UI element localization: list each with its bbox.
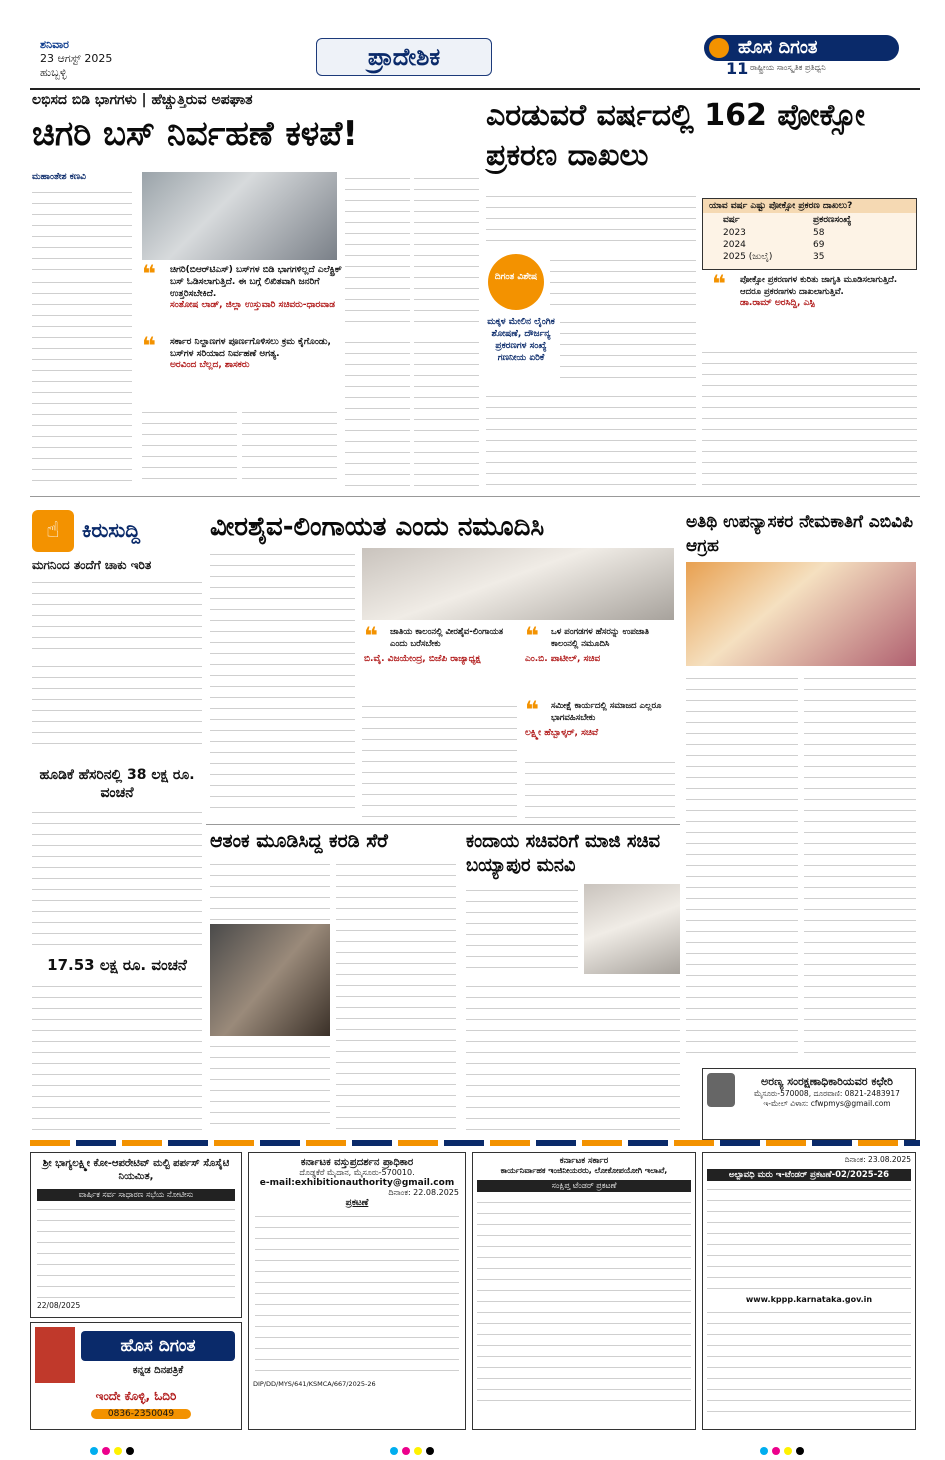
kiru-text-1 [32, 576, 202, 656]
newspaper-thumbnail [35, 1327, 75, 1383]
print-registration-marks [390, 1440, 438, 1459]
exhibition-notice-date: ದಿನಾಂಕ: 22.08.2025 [388, 1188, 459, 1197]
table-row [703, 239, 916, 251]
quote-mark-icon: ❝ [142, 332, 157, 360]
kiru-headline-2: ಹೂಡಿಕೆ ಹೆಸರಿನಲ್ಲಿ 38 ಲಕ್ಷ ರೂ. ವಂಚನೆ [39, 767, 195, 801]
forest-office-address: ಮೈಸೂರು-570008, ದೂರವಾಣಿ: 0821-2483917 [754, 1089, 900, 1098]
table-cell: 2024 [723, 240, 746, 250]
logo-tagline: ರಾಷ್ಟ್ರೀಯ ಸಾಂಸ್ಕೃತಿಕ ಪ್ರತಿಧ್ವನಿ [750, 63, 826, 72]
paper-logo [690, 30, 915, 86]
pwd-tender-notice: ಸಂಕ್ಷಿಪ್ತ ಟೆಂಡರ್ ಪ್ರಕಟಣೆ [477, 1180, 691, 1192]
story1-quote1-block [142, 260, 342, 310]
kiru-text-2 [32, 806, 202, 946]
story1-quote2-block [142, 332, 342, 370]
story2-quote: ಪೋಕ್ಸೋ ಪ್ರಕರಣಗಳ ಕುರಿತು ಜಾಗೃತಿ ಮೂಡಿಸಲಾಗುತ್ತಿದೆ. ಆದರೂ ಪ್ರಕರಣಗಳು ದಾಖಲಾಗುತ್ತಿವೆ. [740, 275, 898, 297]
kiru-headline-3: 17.53 ಲಕ್ಷ ರೂ. ವಂಚನೆ [47, 956, 187, 974]
story1-headline: ಚಿಗರಿ ಬಸ್ ನಿರ್ವಹಣೆ ಕಳಪೆ! [32, 114, 358, 154]
masthead-dateline [40, 38, 190, 80]
society-notice-title: ವಾರ್ಷಿಕ ಸರ್ವ ಸಾಧಾರಣ ಸಭೆಯ ನೋಟೀಸು [37, 1189, 235, 1201]
city-label: ಹುಬ್ಬಳ್ಳಿ [40, 66, 67, 79]
story1-text-col2b [142, 406, 237, 486]
table-row [703, 251, 916, 263]
story3-quote3-block [525, 696, 675, 738]
story2-text-b [560, 316, 696, 386]
emblem-icon [707, 1073, 735, 1107]
story1-quote1-by: ಸಂತೋಷ ಲಾಡ್, ಜಿಲ್ಲಾ ಉಸ್ತುವಾರಿ ಸಚಿವರು-ಧಾರವಾಡ [170, 300, 335, 310]
hand-icon: ☝ [32, 510, 74, 552]
story1-text-col1b [32, 276, 132, 486]
forest-tender-ad [702, 1152, 916, 1430]
story4-headline: ಅತಿಥಿ ಉಪನ್ಯಾಸಕರ ನೇಮಕಾತಿಗೆ ಎಬಿವಿಪಿ ಆಗ್ರಹ [686, 512, 913, 556]
exhibition-authority-title: ಕರ್ನಾಟಕ ವಸ್ತುಪ್ರದರ್ಶನ ಪ್ರಾಧಿಕಾರ [300, 1157, 414, 1168]
story1-text-col3 [345, 172, 410, 332]
pwd-tender-body [477, 1196, 691, 1402]
header-rule [30, 88, 920, 90]
story1-text-col1 [32, 186, 132, 272]
pwd-title: ಕರ್ನಾಟಕ ಸರ್ಕಾರ [559, 1156, 609, 1166]
pocso-table [702, 198, 917, 270]
pocso-table-title: ಯಾವ ವರ್ಷ ಎಷ್ಟು ಪೋಕ್ಸೋ ಪ್ರಕರಣ ದಾಖಲು? [703, 199, 916, 213]
table-header-count: ಪ್ರಕರಣಸಂಖ್ಯೆ [813, 215, 852, 225]
forest-tender-body-2 [707, 1306, 911, 1412]
story4-text-col2 [804, 672, 916, 1062]
story3-headline: ವೀರಶೈವ-ಲಿಂಗಾಯತ ಎಂದು ನಮೂದಿಸಿ [210, 512, 545, 542]
date-label: 23 ಆಗಸ್ಟ್ 2025 [40, 52, 113, 65]
story1-text-col3b [345, 336, 410, 486]
ad-paper-logo: ಹೊಸ ದಿಗಂತ [81, 1331, 235, 1361]
story2-text-a [550, 254, 696, 310]
forest-office-title: ಅರಣ್ಯ ಸಂರಕ್ಷಣಾಧಿಕಾರಿಯವರ ಕಛೇರಿ [761, 1075, 893, 1088]
story3-quote2-by: ಎಂ.ಬಿ. ಪಾಟೀಲ್, ಸಚಿವ [525, 654, 601, 664]
divider-stripe [30, 1140, 920, 1146]
story3-quote1-block [364, 622, 514, 664]
day-label: ಶನಿವಾರ [40, 38, 69, 51]
story2-text-c [486, 390, 696, 486]
table-cell: 2025 (ಜುಲೈ) [723, 252, 773, 262]
story1-text-col4 [414, 172, 479, 332]
table-cell: 2023 [723, 228, 746, 238]
story3-text-col1 [210, 548, 355, 818]
story3-quote1-by: ಬಿ.ವೈ. ವಿಜಯೇಂದ್ರ, ಬಿಜೆಪಿ ರಾಜ್ಯಾಧ್ಯಕ್ಷ [364, 654, 481, 664]
story1-photo [142, 172, 337, 260]
story2-side-quote: ಮಕ್ಕಳ ಮೇಲಿನ ಲೈಂಗಿಕ ಶೋಷಣೆ, ದೌರ್ಜನ್ಯ ಪ್ರಕರಣಗಳ ಸಂಖ್ಯೆ ಗಣನೀಯ ಏರಿಕೆ [487, 317, 555, 363]
society-notice-body [37, 1203, 235, 1299]
story5-text-col1b [210, 1040, 330, 1130]
pocso-table-head [703, 213, 916, 227]
table-cell: 58 [813, 228, 825, 238]
story2-quote-block [712, 270, 917, 308]
forest-office-email: ಇ-ಮೇಲ್ ವಿಳಾಸ: cfwpmys@gmail.com [763, 1099, 891, 1108]
story5-photo-bear [210, 924, 330, 1036]
quote-mark-icon: ❝ [142, 260, 157, 288]
forest-office-ad-header [702, 1068, 916, 1140]
exhibition-notice-title: ಪ್ರಕಟಣೆ [345, 1198, 369, 1208]
quote-mark-icon: ❝ [525, 696, 540, 724]
ad-paper-sub: ಕನ್ನಡ ದಿನಪತ್ರಿಕೆ [132, 1365, 184, 1376]
society-notice-ad [30, 1152, 242, 1318]
paper-subscription-ad [30, 1322, 242, 1430]
story1-text-col2c [242, 406, 337, 486]
kiru-text-1b [32, 660, 202, 750]
kiru-text-3 [32, 980, 202, 1130]
forest-tender-body [707, 1183, 911, 1293]
ad-paper-slogan: ಇಂದೇ ಕೊಳ್ಳಿ, ಓದಿರಿ [95, 1389, 177, 1403]
story3-text-col2 [362, 700, 517, 818]
logo-text: ಹೊಸ ದಿಗಂತ [704, 35, 899, 61]
section-rule [30, 496, 920, 497]
story1-quote2-by: ಅರವಿಂದ ಬೆಲ್ಲದ, ಶಾಸಕರು [170, 360, 250, 370]
story2-quote-by: ಡಾ.ರಾಮ್ ಅರಸಿದ್ದಿ, ಎಸ್ಪಿ [740, 298, 815, 308]
story5-text-col1 [210, 858, 330, 920]
kiru-suddi-title: ಕಿರುಸುದ್ದಿ [82, 518, 141, 542]
quote-mark-icon: ❝ [525, 622, 540, 650]
forest-tender-url: www.kppp.karnataka.gov.in [745, 1295, 873, 1304]
page-number: 11 [726, 59, 749, 78]
story3-quote2-block [525, 622, 675, 664]
story6-text-col1 [466, 884, 578, 974]
kiru-headline-1: ಮಗನಿಂದ ತಂದೆಗೆ ಚಾಕು ಇರಿತ [32, 558, 152, 572]
exhibition-authority-address: ದೊಡ್ಡಕೆರೆ ಮೈದಾನ, ಮೈಸೂರು-570010. [299, 1168, 415, 1177]
digant-special-badge: ದಿಗಂತ ವಿಶೇಷ [488, 254, 544, 310]
story3-quote2: ಒಳ ಪಂಗಡಗಳ ಹೆಸರನ್ನು ಉಪಜಾತಿ ಕಾಲಂನಲ್ಲಿ ನಮೂದಿಸಿ [551, 627, 650, 649]
exhibition-authority-ad [248, 1152, 466, 1430]
pwd-tender-ad [472, 1152, 696, 1430]
table-cell: 35 [813, 252, 825, 262]
story3-photo [362, 548, 674, 620]
quote-mark-icon: ❝ [364, 622, 379, 650]
pwd-office: ಕಾರ್ಯನಿರ್ವಾಹಕ ಇಂಜಿನೀಯರರು, ಲೋಕೋಪಯೋಗಿ ಇಲಾಖೆ, [500, 1166, 668, 1175]
forest-tender-title: ಅಲ್ಪಾವಧಿ ಮರು ಇ-ಟೆಂಡರ್ ಪ್ರಕಟಣೆ-02/2025-26 [707, 1169, 911, 1181]
story6-headline: ಕಂದಾಯ ಸಚಿವರಿಗೆ ಮಾಜಿ ಸಚಿವ ಬಯ್ಯಾಪುರ ಮನವಿ [466, 831, 661, 876]
story6-text-col2 [466, 980, 680, 1130]
story2-text-d [702, 346, 917, 486]
exhibition-notice-body [255, 1210, 459, 1378]
story3-quote3-by: ಲಕ್ಷ್ಮೀ ಹೆಬ್ಬಾಳ್ಕರ್, ಸಚಿವೆ [525, 728, 599, 738]
table-row [703, 227, 916, 239]
story2-text-lead [486, 190, 696, 250]
quote-mark-icon: ❝ [712, 270, 727, 298]
section-title: ಪ್ರಾದೇಶಿಕ [316, 38, 492, 76]
story1-byline: ಮಹಾಂತೇಶ ಕಣವಿ [32, 172, 86, 182]
table-header-year: ವರ್ಷ [723, 215, 740, 225]
exhibition-notice-ref: DIP/DD/MYS/641/KSMCA/667/2025-26 [253, 1380, 376, 1388]
story1-quote1: ಚಿಗರಿ(ಬಿಆರ್‌ಟಿಎಸ್) ಬಸ್‌ಗಳ ಬಿಡಿ ಭಾಗಗಳಿಲ್ಲದೆ ಎಲೆಕ್ಟ್ರಿಕ್ ಬಸ್ ಓಡಿಸಲಾಗುತ್ತಿದೆ. ಈ ಬಗ್ಗೆ ಲಿಖಿತವಾಗಿ ಜನರಿಗೆ ಉತ್ತರಿಸಬೇಕಿದೆ. [170, 265, 342, 299]
kiru-suddi-header [32, 510, 192, 552]
story2-headline: ಎರಡುವರೆ ವರ್ಷದಲ್ಲಿ 162 ಪೋಕ್ಸೋ ಪ್ರಕರಣ ದಾಖಲು [486, 98, 865, 173]
society-notice-date: 22/08/2025 [37, 1301, 81, 1310]
story1-kicker: ಲಭಿಸದ ಬಿಡಿ ಭಾಗಗಳು | ಹೆಚ್ಚುತ್ತಿರುವ ಅಪಘಾತ [32, 92, 253, 108]
ad-paper-phone: 0836-2350049 [91, 1409, 191, 1419]
story4-photo [686, 562, 916, 666]
society-name: ಶ್ರೀ ಭಾಗ್ಯಲಕ್ಷ್ಮೀ ಕೋ-ಆಪರೇಟಿವ್ ಮಲ್ಟಿ ಪರ್ಪಸ್ ಸೊಸೈಟಿ ನಿಯಮಿತ, [42, 1158, 230, 1182]
exhibition-authority-email: e-mail:exhibitionauthority@gmail.com [259, 1178, 455, 1188]
story5-text-col2 [336, 858, 456, 1130]
story1-quote2: ಸರ್ಕಾರ ನಿಲ್ದಾಣಗಳ ಪೂರ್ಣಗೊಳಿಸಲು ಕ್ರಮ ಕೈಗೊಂಡು, ಬಸ್‌ಗಳ ಸರಿಯಾದ ನಿರ್ವಹಣೆ ಅಗತ್ಯ. [170, 337, 331, 359]
section-rule [206, 824, 680, 825]
story3-text-col3 [525, 756, 675, 818]
story3-quote1: ಜಾತಿಯ ಕಾಲಂನಲ್ಲಿ ವೀರಶೈವ-ಲಿಂಗಾಯತ ಎಂದು ಬರೆಸಬೇಕು [390, 627, 504, 649]
print-registration-marks [90, 1440, 138, 1459]
forest-tender-date: ದಿನಾಂಕ: 23.08.2025 [844, 1155, 911, 1164]
story1-text-col4b [414, 336, 479, 486]
story5-headline: ಆತಂಕ ಮೂಡಿಸಿದ್ದ ಕರಡಿ ಸೆರೆ [210, 830, 388, 852]
story6-photo [584, 884, 680, 974]
table-cell: 69 [813, 240, 825, 250]
print-registration-marks [760, 1440, 808, 1459]
story4-text-col1 [686, 672, 798, 1062]
story3-quote3: ಸಮೀಕ್ಷೆ ಕಾರ್ಯದಲ್ಲಿ ಸಮಾಜದ ಎಲ್ಲರೂ ಭಾಗವಹಿಸಬೇಕು [551, 701, 662, 723]
